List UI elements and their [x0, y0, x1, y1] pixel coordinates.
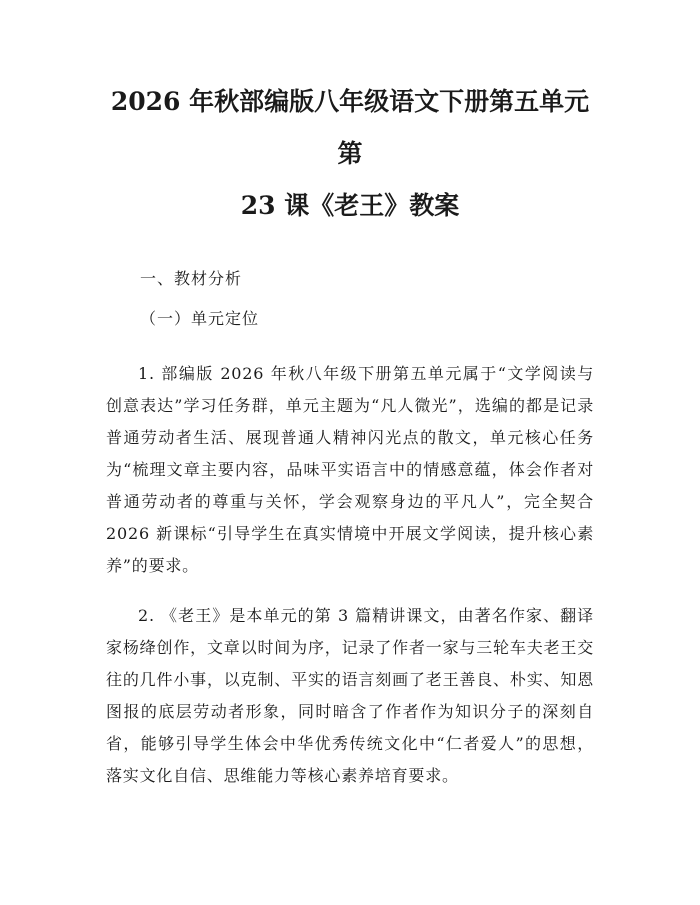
- section-heading-teaching-material-analysis: 一、教材分析: [140, 269, 243, 288]
- paragraph-1: 1. 部编版 2026 年秋八年级下册第五单元属于“文学阅读与创意表达”学习任务群，单元主题为“凡人微光”，选编的都是记录普通劳动者生活、展现普通人精神闪光点的散文，单元核心任务为“梳理文章主要内容，品味平实语言中的情感意蕴，体会作者对普通劳动者的尊重与关怀，学会观察身边的平凡人”，完全契合 2026 新课标“引导学生在真实情境中开展文学阅读，提升核心素养”的要求。: [106, 364, 594, 575]
- subsection-heading-unit-positioning: （一）单元定位: [140, 309, 260, 328]
- document-title-line-2: 23 课《老王》教案: [240, 191, 460, 220]
- paragraph-2: 2. 《老王》是本单元的第 3 篇精讲课文，由著名作家、翻译家杨绛创作，文章以时间为序，记录了作者一家与三轮车夫老王交往的几件小事，以克制、平实的语言刻画了老王善良、朴实、知恩图报的底层劳动者形象，同时暗含了作者作为知识分子的深刻自省，能够引导学生体会中华优秀传统文化中“仁者爱人”的思想，落实文化自信、思维能力等核心素养培育要求。: [106, 606, 594, 785]
- document-title-line-1: 2026 年秋部编版八年级语文下册第五单元第: [110, 87, 590, 168]
